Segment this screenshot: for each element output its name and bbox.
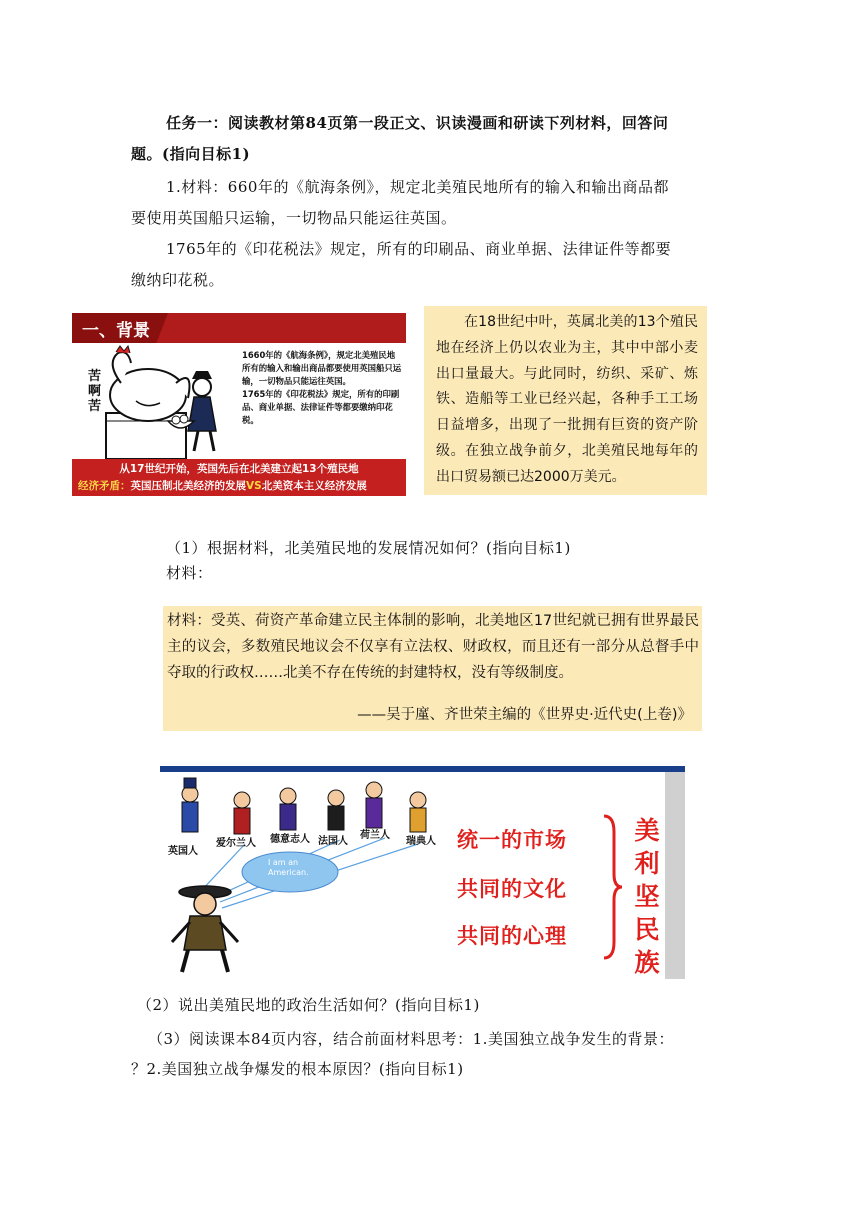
nation-label-dutch: 荷兰人: [360, 830, 390, 841]
economic-conflict-a: 英国压制北美经济的发展: [130, 480, 246, 492]
politics-material-box: [163, 606, 702, 731]
material1-line2: 要使用英国船只运输，一切物品只能运往英国。: [131, 209, 457, 227]
question1-line1: （1）根据材料，北美殖民地的发展情况如何？(指向目标1): [166, 539, 571, 557]
point-common-culture: 共同的文化: [457, 877, 567, 901]
nation-label-english: 英国人: [168, 846, 198, 857]
task-heading-line2: 题。(指向目标1): [131, 145, 251, 163]
economic-conflict-label: 经济矛盾：: [78, 480, 131, 492]
cartoon-caption-1: 1660年的《航海条例》，规定北美殖民地所有的输入和输出商品都要使用英国船只运输，一切物品只能运往英国。: [242, 350, 402, 386]
cartoon-bottom-line2: [78, 478, 367, 493]
point-common-psychology: 共同的心理: [457, 924, 567, 948]
question3-line2: ？2.美国独立战争爆发的根本原因？(指向目标1): [131, 1060, 464, 1078]
material1-line3: 1765年的《印花税法》规定，所有的印刷品、商业单据、法律证件等都要: [166, 240, 672, 258]
economic-conflict-vs: VS: [246, 480, 262, 492]
background-cartoon: [72, 313, 406, 496]
american-nation-illustration: [160, 766, 685, 979]
nation-label-swedish: 瑞典人: [406, 836, 436, 847]
speech-bubble-text: I am an American.: [268, 858, 309, 877]
cartoon-caption: [242, 349, 402, 427]
task-heading-line1: 任务一：阅读教材第84页第一段正文、识读漫画和研读下列材料，回答问: [166, 114, 669, 132]
cartoon-bottom-line1: 从17世纪开始，英国先后在北美建立起13个殖民地: [119, 463, 359, 475]
politics-material-text: 材料：受英、荷资产革命建立民主体制的影响，北美地区17世纪就已拥有世界最民主的议会，多数殖民地议会不仅享有立法权、财政权，而且还有一部分从总督手中夺取的行政权……北美不存在传统的封建特权，没有等级制度。: [167, 613, 699, 681]
question3-line1: （3）阅读课本84页内容，结合前面材料思考：1.美国独立战争发生的背景：: [148, 1030, 674, 1048]
nation-label-french: 法国人: [318, 836, 348, 847]
material1-line4: 缴纳印花税。: [131, 271, 225, 289]
brace-icon: [600, 812, 624, 962]
politics-material-source: ——吴于廑、齐世荣主编的《世界史·近代史(上卷)》: [357, 707, 692, 723]
question2: （2）说出美殖民地的政治生活如何？(指向目标1): [137, 996, 480, 1014]
american-nation-label: 美利坚民族: [634, 816, 660, 977]
cartoon-header: 一、背景: [82, 321, 150, 341]
nation-label-german: 德意志人: [270, 834, 310, 845]
cartoon-caption-2: 1765年的《印花税法》规定，所有的印刷品、商业单据、法律证件等都要缴纳印花税。: [242, 389, 400, 425]
economic-conflict-b: 北美资本主义经济发展: [261, 480, 367, 492]
economy-material-text: 在18世纪中叶，英属北美的13个殖民地在经济上仍以农业为主，其中中部小麦出口量最大。与此同时，纺织、采矿、炼铁、造船等工业已经兴起，各种手工工场日益增多，出现了一批拥有巨资的资产阶级。在独立战争前夕，北美殖民地每年的出口贸易额已达2000万美元。: [436, 314, 698, 485]
nation-label-irish: 爱尔兰人: [216, 838, 256, 849]
cartoon-bitter-label: 苦啊苦: [88, 369, 102, 414]
question1-line2: 材料：: [166, 564, 213, 582]
material1-line1: 1.材料：660年的《航海条例》，规定北美殖民地所有的输入和输出商品都: [166, 178, 669, 196]
point-unified-market: 统一的市场: [457, 828, 567, 852]
economy-material-box: [424, 306, 707, 495]
